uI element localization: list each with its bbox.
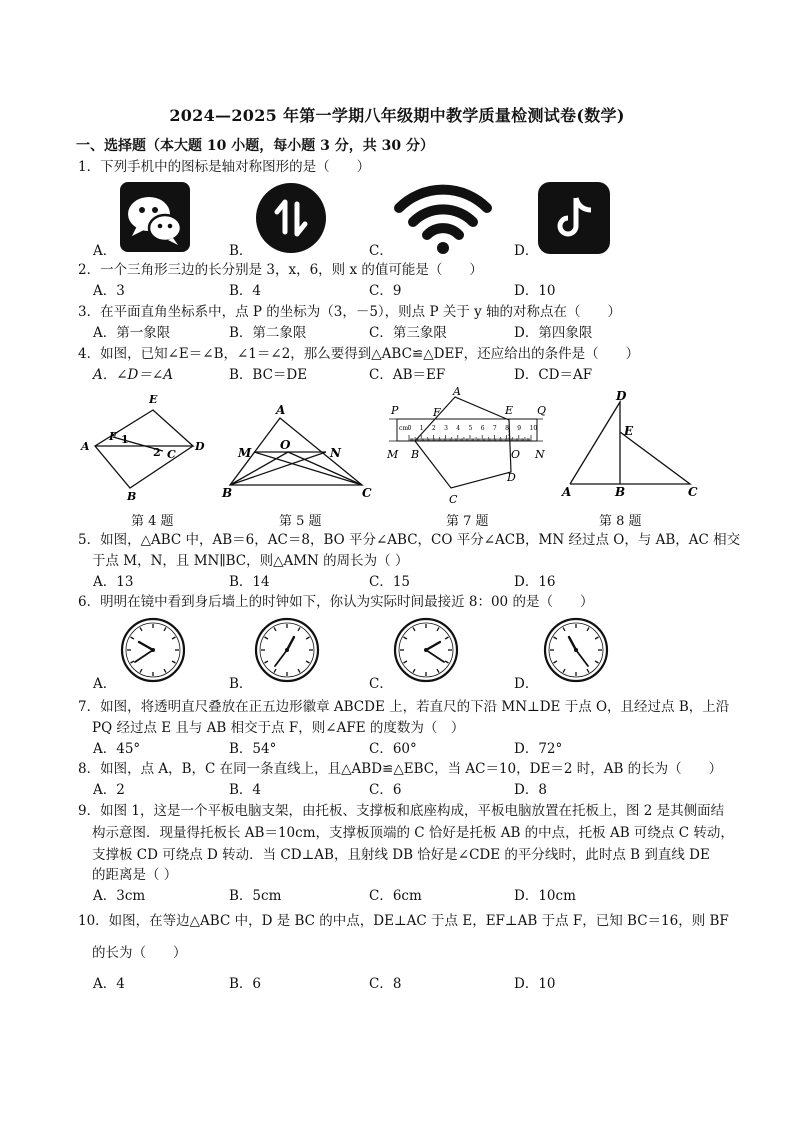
ruler-number: 5 <box>468 425 473 432</box>
figure-7-caption: 第 7 题 <box>446 514 489 529</box>
question-5-stem-cont: 于点 M，N，且 MN∥BC，则△AMN 的周长为（ ） <box>92 553 409 569</box>
data-transfer-icon <box>255 182 327 258</box>
question-8-option-d[interactable]: D．8 <box>514 782 547 798</box>
question-6-option-d[interactable]: D． <box>514 676 539 692</box>
question-2-option-d[interactable]: D．10 <box>514 283 556 299</box>
question-1-option-d[interactable]: D． <box>514 243 539 259</box>
question-8-option-c[interactable]: C．6 <box>369 782 402 798</box>
fig7-label-q: Q <box>537 404 547 417</box>
question-1-option-a[interactable]: A． <box>93 243 117 259</box>
clock-b-icon <box>254 617 320 687</box>
question-9-stem-cont-2: 支撑板 CD 可绕点 D 转动．当 CD⊥AB，且射线 DB 恰好是∠CDE 的平分线时，此时点 B 到直线 DE <box>92 847 710 863</box>
wechat-icon <box>120 182 190 256</box>
question-8-option-b[interactable]: B．4 <box>229 782 262 798</box>
question-9-stem: 9．如图 1，这是一个平板电脑支架，由托板、支撑板和底座构成，平板电脑放置在托板上，图 2 是其侧面结 <box>78 803 725 819</box>
question-4-option-a[interactable]: A．∠D＝∠A <box>93 367 173 383</box>
wifi-icon <box>393 182 493 258</box>
question-7-stem-cont: PQ 经过点 E 且与 AB 相交于点 F，则∠AFE 的度数为（ ） <box>92 720 465 736</box>
question-4-option-d[interactable]: D．CD＝AF <box>514 367 593 383</box>
question-2-option-c[interactable]: C．9 <box>369 283 402 299</box>
question-5-option-b[interactable]: B．14 <box>229 574 270 590</box>
question-3-option-b[interactable]: B．第二象限 <box>229 325 307 341</box>
figure-8 <box>558 390 708 509</box>
question-9-option-d[interactable]: D．10cm <box>514 888 576 904</box>
question-2-option-b[interactable]: B．4 <box>229 283 262 299</box>
figure-5-caption: 第 5 题 <box>279 514 322 529</box>
question-9-stem-cont-3: 的距离是（ ） <box>92 867 178 883</box>
fig5-label-a: A <box>276 403 286 417</box>
fig7-label-f: F <box>433 406 441 419</box>
figure-5 <box>218 400 378 509</box>
question-3-option-a[interactable]: A．第一象限 <box>93 325 171 341</box>
question-10-option-b[interactable]: B．6 <box>229 976 262 992</box>
question-8-stem: 8．如图，点 A，B，C 在同一条直线上，且△ABD≌△EBC，当 AC＝10，DE＝2 时，AB 的长为（ ） <box>78 761 723 777</box>
question-7-stem: 7．如图，将透明直尺叠放在正五边形徽章 ABCDE 上，若直尺的下沿 MN⊥DE 于点 O，且经过点 B，上沿 <box>78 699 730 715</box>
question-7-option-d[interactable]: D．72° <box>514 741 563 757</box>
question-6-stem: 6．明明在镜中看到身后墙上的时钟如下，你认为实际时间最接近 8：00 的是（ ） <box>78 594 594 610</box>
fig5-label-c: C <box>362 486 372 500</box>
fig7-label-c: C <box>449 493 458 506</box>
fig7-label-n: N <box>535 448 545 461</box>
ruler-number: 10 <box>529 425 538 432</box>
ruler-number: 9 <box>517 425 522 432</box>
question-5-option-d[interactable]: D．16 <box>514 574 556 590</box>
ruler-number: 3 <box>444 425 448 432</box>
question-3-option-d[interactable]: D．第四象限 <box>514 325 593 341</box>
question-5-option-c[interactable]: C．15 <box>369 574 411 590</box>
question-6-option-a[interactable]: A． <box>93 676 117 692</box>
fig5-label-o: O <box>280 438 291 452</box>
fig4-label-d: D <box>195 440 205 453</box>
question-3-stem: 3．在平面直角坐标系中，点 P 的坐标为（3，－5），则点 P 关于 y 轴的对称点在（ ） <box>78 304 622 320</box>
fig4-label-a: A <box>81 440 90 453</box>
question-4-option-c[interactable]: C．AB＝EF <box>369 367 446 383</box>
fig5-label-n: N <box>330 446 341 460</box>
question-4-option-b[interactable]: B．BC＝DE <box>229 367 308 383</box>
fig7-label-b: B <box>411 448 420 461</box>
fig7-label-d: D <box>507 471 516 484</box>
question-3-option-c[interactable]: C．第三象限 <box>369 325 447 341</box>
fig7-label-o: O <box>511 448 521 461</box>
question-7-option-a[interactable]: A．45° <box>93 741 141 757</box>
ruler-number: 6 <box>480 425 485 432</box>
question-1-option-b[interactable]: B． <box>229 243 253 259</box>
ruler-number: 8 <box>505 425 509 432</box>
fig7-label-e: E <box>505 404 514 417</box>
figure-4 <box>75 388 215 512</box>
clock-d-icon <box>543 617 609 687</box>
fig4-label-1: 1 <box>121 433 129 446</box>
question-10-option-d[interactable]: D．10 <box>514 976 556 992</box>
clock-a-icon <box>120 617 186 687</box>
question-8-option-a[interactable]: A．2 <box>93 782 125 798</box>
question-9-stem-cont-1: 构示意图．现量得托板长 AB＝10cm，支撑板顶端的 C 恰好是托板 AB 的中点，托板 AB 可绕点 C 转动， <box>92 825 734 841</box>
question-10-stem: 10．如图，在等边△ABC 中，D 是 BC 的中点，DE⊥AC 于点 E，EF⊥AB 于点 F，已知 BC＝16，则 BF <box>78 913 729 929</box>
question-6-option-c[interactable]: C． <box>369 676 393 692</box>
question-9-option-a[interactable]: A．3cm <box>93 888 146 904</box>
section-heading: 一、选择题（本大题 10 小题，每小题 3 分，共 30 分） <box>76 138 434 154</box>
question-9-option-b[interactable]: B．5cm <box>229 888 282 904</box>
ruler-number: 0 <box>407 425 412 432</box>
question-4-stem: 4．如图，已知∠E＝∠B，∠1＝∠2，那么要得到△ABC≌△DEF，还应给出的条件是（ ） <box>78 346 640 362</box>
fig5-label-m: M <box>238 446 252 460</box>
ruler-number: 1 <box>419 425 424 432</box>
question-2-option-a[interactable]: A．3 <box>93 283 125 299</box>
question-1-stem: 1．下列手机中的图标是轴对称图形的是（ ） <box>78 159 371 175</box>
fig4-label-c: C <box>167 448 176 461</box>
fig7-label-a: A <box>453 385 461 398</box>
fig8-label-d: D <box>616 390 627 403</box>
question-10-option-c[interactable]: C．8 <box>369 976 402 992</box>
fig7-ruler-unit: cm <box>399 425 409 432</box>
clock-c-icon <box>393 617 459 687</box>
fig7-label-m: M <box>387 448 399 461</box>
question-5-stem: 5．如图，△ABC 中，AB＝6，AC＝8，BO 平分∠ABC，CO 平分∠ACB，MN 经过点 O，与 AB，AC 相交 <box>78 532 741 548</box>
fig8-label-e: E <box>624 424 634 438</box>
question-2-stem: 2．一个三角形三边的长分别是 3，x，6，则 x 的值可能是（ ） <box>78 262 483 278</box>
fig8-label-a: A <box>562 485 572 499</box>
page-title: 2024—2025 年第一学期八年级期中教学质量检测试卷(数学) <box>169 106 625 125</box>
figure-8-caption: 第 8 题 <box>599 514 642 529</box>
figure-4-caption: 第 4 题 <box>131 514 174 529</box>
fig7-label-p: P <box>391 404 399 417</box>
fig8-label-b: B <box>615 485 626 499</box>
ruler-number: 4 <box>456 425 461 432</box>
tiktok-icon <box>538 182 610 258</box>
question-9-option-c[interactable]: C．6cm <box>369 888 422 904</box>
fig8-label-c: C <box>688 485 698 499</box>
question-7-option-b[interactable]: B．54° <box>229 741 277 757</box>
figure-7 <box>383 384 553 513</box>
question-7-option-c[interactable]: C．60° <box>369 741 417 757</box>
fig4-label-b: B <box>127 490 137 503</box>
ruler-number: 7 <box>492 425 497 432</box>
fig4-label-f: F <box>109 430 117 443</box>
question-5-option-a[interactable]: A．13 <box>93 574 134 590</box>
question-10-option-a[interactable]: A．4 <box>93 976 125 992</box>
fig4-label-2: 2 <box>153 446 161 459</box>
question-1-option-c[interactable]: C． <box>369 243 393 259</box>
question-10-stem-cont: 的长为（ ） <box>92 945 187 961</box>
fig4-label-e: E <box>149 393 158 406</box>
ruler-number: 2 <box>431 425 436 432</box>
question-6-option-b[interactable]: B． <box>229 676 253 692</box>
fig5-label-b: B <box>222 486 233 500</box>
